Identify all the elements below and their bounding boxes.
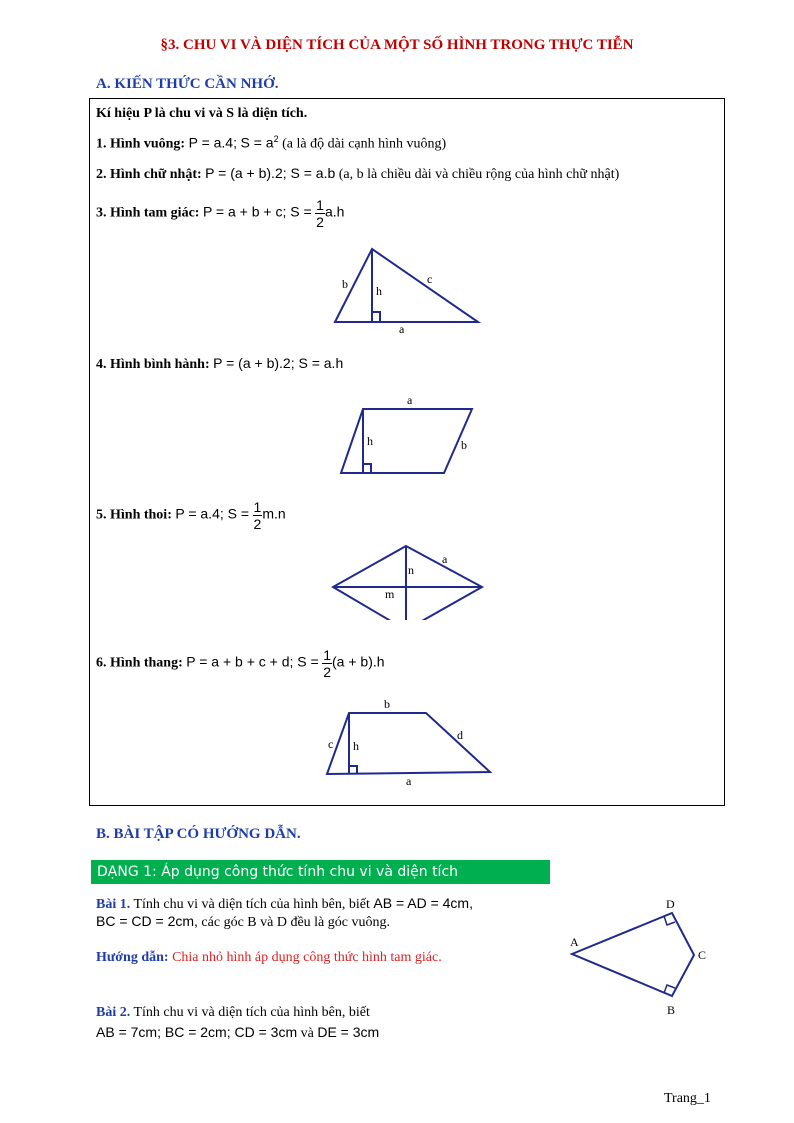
section-a-heading: A. KIẾN THỨC CẦN NHỚ.: [96, 76, 279, 92]
trapezoid-label-d: d: [457, 728, 463, 742]
quadrilateral-shape: [572, 913, 694, 996]
parallelogram-right-angle: [363, 464, 371, 473]
square-row: [96, 134, 446, 153]
triangle-label-h: h: [376, 284, 382, 298]
rhombus-figure: [325, 540, 495, 620]
bai-2-label: Bài 2.: [96, 1005, 131, 1020]
square-sup: 2: [273, 134, 279, 144]
trapezoid-label-a: a: [406, 774, 412, 788]
parallelogram-formula: P = (a + b).2; S = a.h: [213, 355, 344, 371]
trapezoid-row: [96, 647, 385, 680]
triangle-label-c: c: [427, 272, 433, 286]
rhombus-label: 5. Hình thoi:: [96, 507, 172, 523]
rhombus-shape: [333, 546, 482, 620]
rhombus-label-n: n: [408, 563, 414, 577]
parallelogram-label: 4. Hình bình hành:: [96, 357, 210, 372]
square-note: (a là độ dài cạnh hình vuông): [282, 136, 447, 152]
trapezoid-figure: [320, 695, 495, 790]
square-formula-s: S = a: [240, 134, 274, 151]
parallelogram-row: [96, 355, 343, 373]
rhombus-fraction: $\frac{1}{2}$: [253, 499, 262, 532]
parallelogram-label-a: a: [407, 393, 413, 407]
bai-1-line-2: [96, 913, 390, 931]
trapezoid-formula-pre: P = a + b + c + d; S =: [186, 653, 319, 670]
dang-1-banner: DẠNG 1: Áp dụng công thức tính chu vi và diện tích: [91, 860, 550, 884]
bai-2-line-2: [96, 1024, 379, 1042]
bai-1-text-2: các góc B và D đều là góc vuông.: [201, 915, 390, 930]
huong-dan-line: [96, 950, 442, 966]
triangle-row: [96, 197, 344, 230]
rhombus-label-a: a: [442, 552, 448, 566]
triangle-formula-pre: P = a + b + c; S =: [202, 203, 312, 220]
bai-2-line-1: [96, 1005, 370, 1021]
vertex-d-label: D: [666, 897, 675, 911]
trapezoid-label: 6. Hình thang:: [96, 655, 183, 671]
trapezoid-shape: [327, 713, 490, 774]
rectangle-row: [96, 165, 619, 183]
rhombus-row: [96, 499, 286, 532]
parallelogram-label-h: h: [367, 434, 373, 448]
rhombus-label-m: m: [385, 587, 395, 601]
bai-1-math-1: AB = AD = 4cm,: [373, 895, 473, 911]
rhombus-formula-post: m.n: [262, 505, 286, 522]
triangle-label-a: a: [399, 322, 405, 336]
quadrilateral-figure: [560, 895, 720, 1020]
huong-dan-label: Hướng dẫn:: [96, 950, 169, 965]
square-formula-p: P = a.4;: [188, 134, 237, 151]
bai-2-math-1: AB = 7cm; BC = 2cm; CD = 3cm: [96, 1024, 298, 1040]
triangle-figure: [320, 240, 500, 340]
bai-2-math-2: DE = 3cm: [317, 1024, 380, 1040]
rectangle-note: (a, b là chiều dài và chiều rộng của hình chữ nhật): [338, 167, 620, 182]
trapezoid-fraction: $\frac{1}{2}$: [323, 647, 331, 680]
bai-1-label: Bài 1.: [96, 897, 131, 912]
trapezoid-label-b: b: [384, 697, 390, 711]
page-number: Trang_1: [664, 1091, 711, 1106]
rectangle-label: 2. Hình chữ nhật:: [96, 167, 202, 182]
triangle-label-b: b: [342, 277, 348, 291]
vertex-a-label: A: [570, 935, 579, 949]
triangle-label: 3. Hình tam giác:: [96, 205, 200, 221]
intro-text: Kí hiệu P là chu vi và S là diện tích.: [96, 106, 308, 121]
section-b-heading: B. BÀI TẬP CÓ HƯỚNG DẪN.: [96, 826, 301, 842]
triangle-fraction: $\frac{1}{2}$: [316, 197, 324, 230]
bai-1-math-2: BC = CD = 2cm,: [96, 913, 198, 929]
rhombus-formula-pre: P = a.4; S =: [175, 505, 250, 522]
bai-1-text: Tính chu vi và diện tích của hình bên, biết: [133, 897, 370, 912]
parallelogram-label-b: b: [461, 438, 467, 452]
triangle-formula-post: a.h: [324, 203, 345, 220]
triangle-shape: [335, 249, 478, 322]
parallelogram-shape: [341, 409, 472, 473]
triangle-right-angle: [372, 312, 380, 322]
vertex-c-label: C: [698, 948, 707, 962]
trapezoid-label-h: h: [353, 739, 359, 753]
vertex-b-label: B: [667, 1003, 676, 1017]
square-label: 1. Hình vuông:: [96, 136, 186, 152]
parallelogram-figure: [330, 390, 480, 480]
page-title: §3. CHU VI VÀ DIỆN TÍCH CỦA MỘT SỐ HÌNH TRONG THỰC TIỄN: [160, 37, 634, 53]
trapezoid-formula-post: (a + b).h: [332, 653, 385, 670]
rectangle-formula: P = (a + b).2; S = a.b: [205, 165, 336, 181]
bai-2-and: và: [300, 1026, 314, 1041]
bai-1-line-1: [96, 895, 473, 913]
bai-2-text: Tính chu vi và diện tích của hình bên, biết: [133, 1005, 370, 1020]
trapezoid-label-c: c: [328, 737, 334, 751]
huong-dan-text: Chia nhỏ hình áp dụng công thức hình tam giác.: [172, 950, 442, 965]
